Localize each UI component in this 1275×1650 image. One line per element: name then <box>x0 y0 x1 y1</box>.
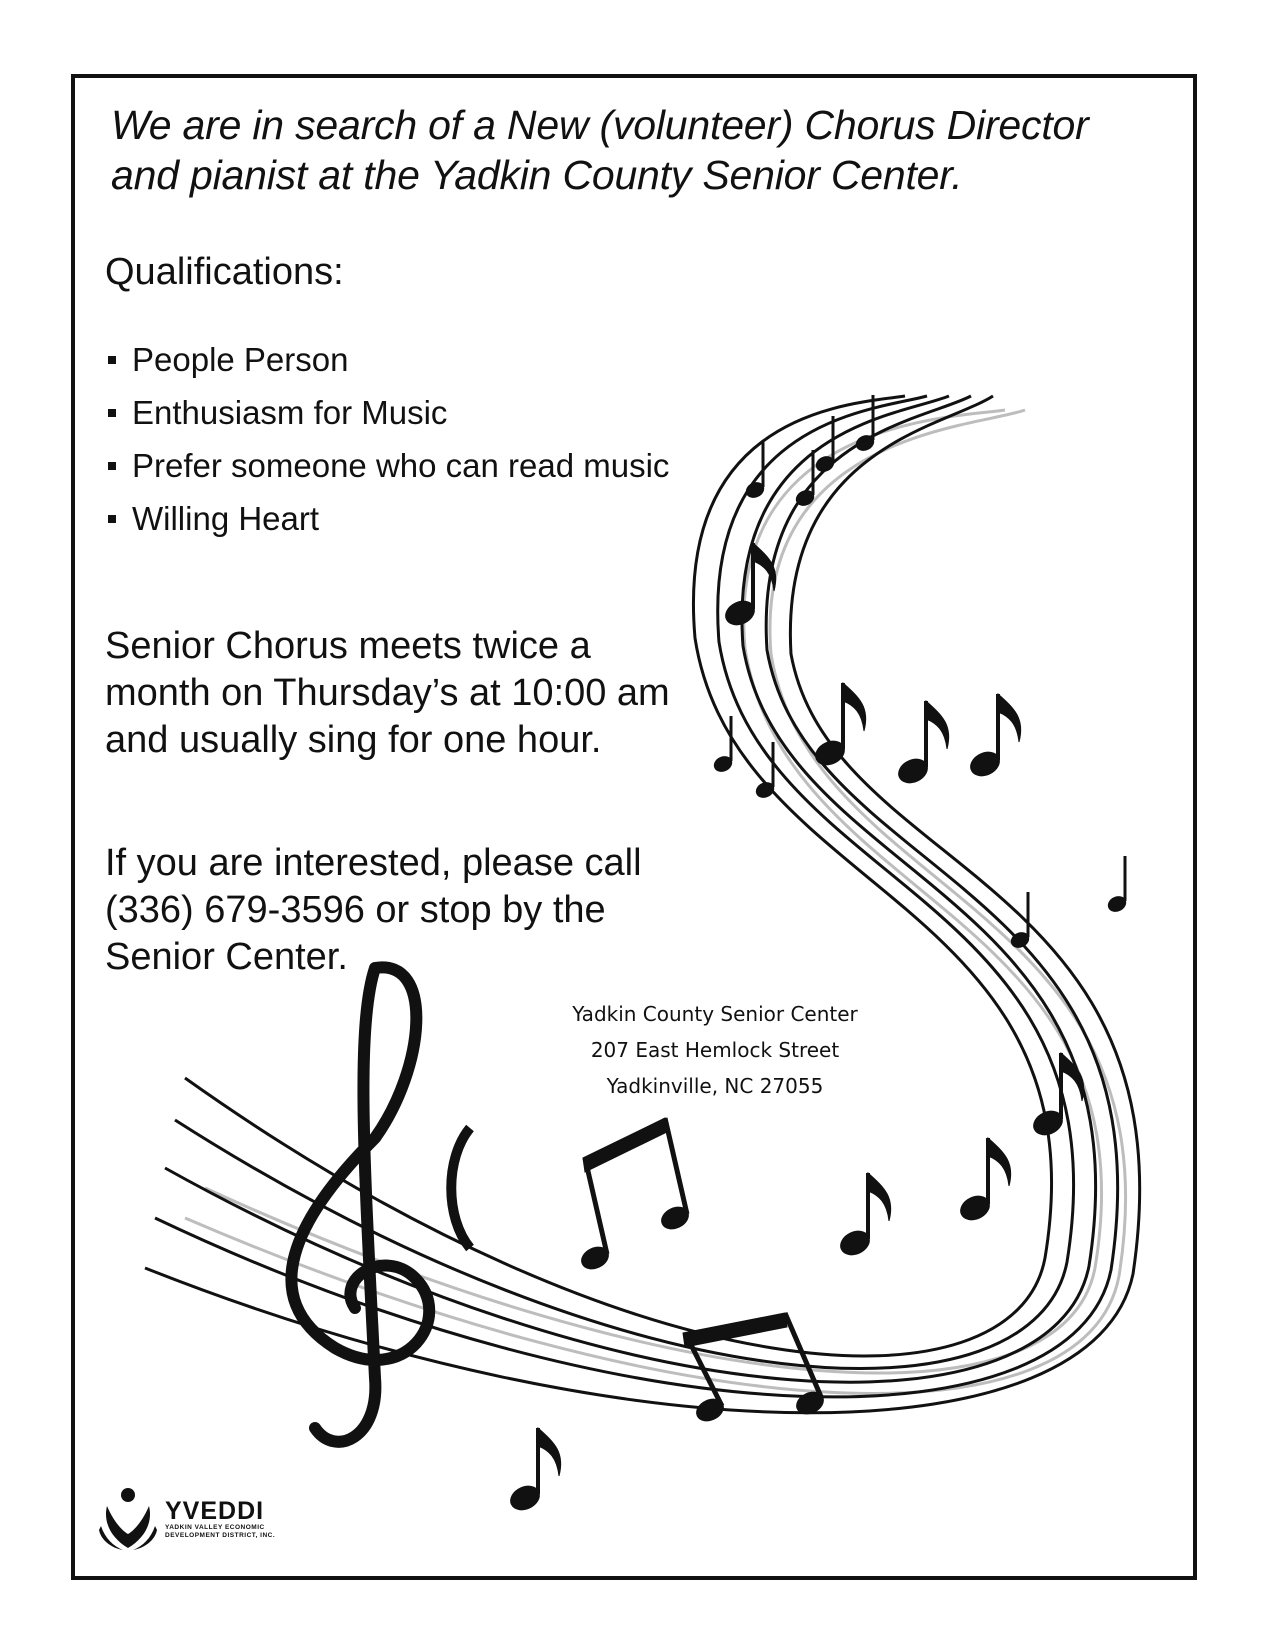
contact-line-3: Senior Center. <box>105 936 348 978</box>
list-item-label: Willing Heart <box>132 500 320 537</box>
address-line-1: Yadkin County Senior Center <box>572 1002 858 1026</box>
meeting-line-1: Senior Chorus meets twice a <box>105 625 591 667</box>
contact-line-1: If you are interested, please call <box>105 842 642 884</box>
address-line-3: Yadkinville, NC 27055 <box>606 1074 824 1098</box>
flame-leaf-logo-icon <box>97 1486 159 1552</box>
meeting-line-2: month on Thursday’s at 10:00 am <box>105 672 670 714</box>
address-block <box>545 996 885 1104</box>
contact-line-2: (336) 679-3596 or stop by the <box>105 889 606 931</box>
logo-subtitle-1: YADKIN VALLEY ECONOMIC <box>165 1524 265 1531</box>
logo-subtitle-2: DEVELOPMENT DISTRICT, INC. <box>165 1532 276 1539</box>
flyer-frame <box>71 74 1197 1580</box>
list-item-label: People Person <box>132 341 349 378</box>
headline-line-1: We are in search of a New (volunteer) Chorus Director <box>111 102 1089 148</box>
headline-line-2: and pianist at the Yadkin County Senior Center. <box>111 152 963 198</box>
address-line-2: 207 East Hemlock Street <box>590 1038 840 1062</box>
logo-name: YVEDDI <box>165 1497 265 1525</box>
yveddi-logo <box>97 1486 275 1552</box>
qualifications-title: Qualifications: <box>105 251 344 293</box>
list-item-label: Enthusiasm for Music <box>132 394 448 431</box>
meeting-line-3: and usually sing for one hour. <box>105 719 602 761</box>
music-notes-illustration <box>75 78 1193 1576</box>
list-item-label: Prefer someone who can read music <box>132 447 670 484</box>
